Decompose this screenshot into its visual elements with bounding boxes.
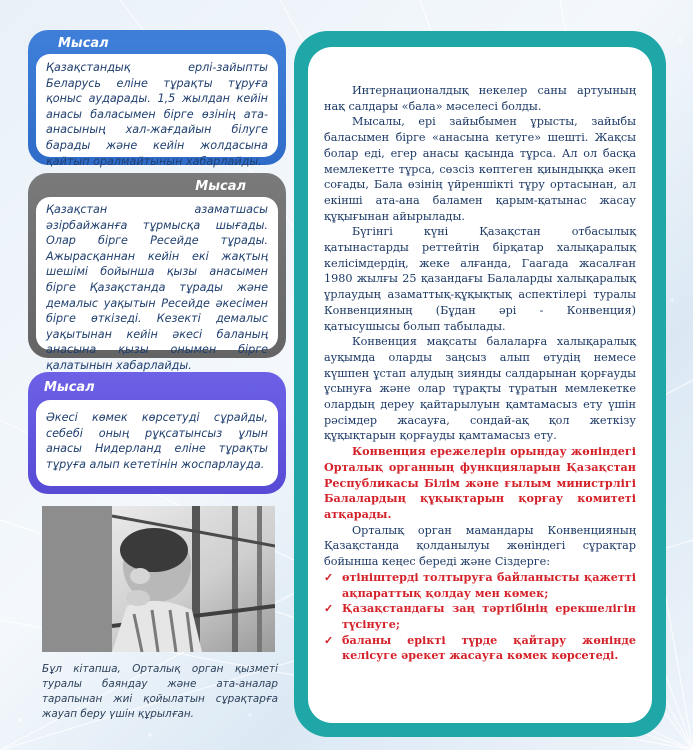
example-card-1 — [28, 30, 286, 168]
example-card-2 — [28, 173, 286, 372]
child-at-window-photo — [42, 506, 275, 652]
paragraph-4: Конвенция мақсаты балаларға халықаралық ауқымда оларды заңсыз алып өтудің немесе күшпен ұстап алудың зиянды салдарынан қорғауды ұсынуға және олар тұрақты тұратын мемлекетке олардың дереу қайтарылуын қамтамасыз ету үшін рәсімдер жасауға, сондай-ақ қол жеткізу құқықтарын қорғауды қамтамасыз ету. — [324, 335, 636, 443]
example-card-2-text: Қазақстан азаматшасы әзірбайжанға тұрмысқа шығады. Олар бірге Ресейде тұрады. Ажырасқаннан кейін екі жақтың шешімі бойынша қызы анасымен бірге Қазақстанда тұрады және демалыс уақытын Ресейде әкесімен бірге өткізеді. Кезекті демалыс уақытынан кейін әкесі баланың анасына қызы онымен бірге қалатынын хабарлайды. — [36, 197, 278, 350]
check-mark-icon: ✓ — [324, 569, 334, 584]
child-photo-illustration — [42, 506, 275, 652]
paragraph-3: Бүгінгі күні Қазақстан отбасылық қатынастарды реттейтін бірқатар халықаралық келісімдердің, жеке алғанда, Гаагада жасалған 1980 жылғы 25 қазандағы Балаларды халықаралық ұрлаудың азаматтық-құқықтық аспектілері туралы Конвенцияның (Бұдан әрі - Конвенция) қатысушысы болып табылады. — [324, 225, 636, 333]
main-text-content — [308, 47, 652, 723]
example-card-3-text: Әкесі көмек көрсетуді сұрайды, себебі оның рұқсатынсыз ұлын анасы Нидерланд еліне тұрақты тұруға алып кететінін жоспарлауда. — [36, 400, 278, 486]
example-card-3 — [28, 372, 286, 494]
example-card-2-label: Мысал — [195, 179, 246, 194]
checklist-item — [324, 570, 636, 601]
checklist-item — [324, 601, 636, 632]
checklist-item — [324, 633, 636, 664]
checklist-item-text: Қазақстандағы заң тәртібінің ерекшелігін түсінуге; — [342, 601, 636, 631]
checklist-item-text: баланы ерікті түрде қайтару жөнінде келісуге әрекет жасауға көмек көрсетеді. — [342, 632, 636, 663]
paragraph-2: Мысалы, ері зайыбымен ұрысты, зайыбы баласымен бірге «анасына кетуге» шешті. Жақсы болар еді, егер анасы қасында тұрса. Ал ол басқа мемлекетте тұрса, сөзсіз көптеген қиындыққа әкеп соғады, Бала өзінің үйреншікті тұру ортасынан, ал екінші ата-ана баламен қарым-қатынас жасау құқығынан айырылады. — [324, 115, 636, 223]
assistance-checklist — [324, 570, 636, 664]
main-text-panel — [294, 31, 666, 737]
paragraph-advice: Орталық орган мамандары Конвенцияның Қазақстанда қолданылуы жөніндегі сұрақтар бойынша кеңес береді және Сіздерге: — [324, 523, 636, 569]
check-mark-icon: ✓ — [324, 632, 334, 647]
paragraph-1: Интернационалдық некелер саны артуының нақ салдары «бала» мәселесі болды. — [324, 84, 636, 113]
booklet-caption: Бұл кітапша, Орталық орган қызметі туралы баяндау және ата-аналар тарапынан жиі қойылатын сұрақтарға жауап беру үшін құрылған. — [42, 663, 278, 720]
check-mark-icon: ✓ — [324, 601, 334, 616]
checklist-item-text: өтініштерді толтыруға байланысты қажетті ақпараттық қолдау мен көмек; — [342, 569, 636, 600]
central-authority-paragraph: Конвенция ережелерін орындау жөніндегі Орталық органның функцияларын Қазақстан Республикасы Білім және ғылым министрлігі Балалардың құқықтарын қорғау комитеті атқарады. — [324, 444, 636, 521]
example-card-1-text: Қазақстандық ерлі-зайыпты Беларусь еліне тұрақты тұруға қоныс аударады. 1,5 жылдан кейін анасы баласымен бірге өзінің ата-анасының хал-жағдайын білуге барады және кейін жолдасына қайтып оралмайтынын хабарлайды. — [36, 54, 278, 157]
example-card-1-label: Мысал — [58, 36, 109, 51]
example-card-3-label: Мысал — [44, 380, 95, 395]
